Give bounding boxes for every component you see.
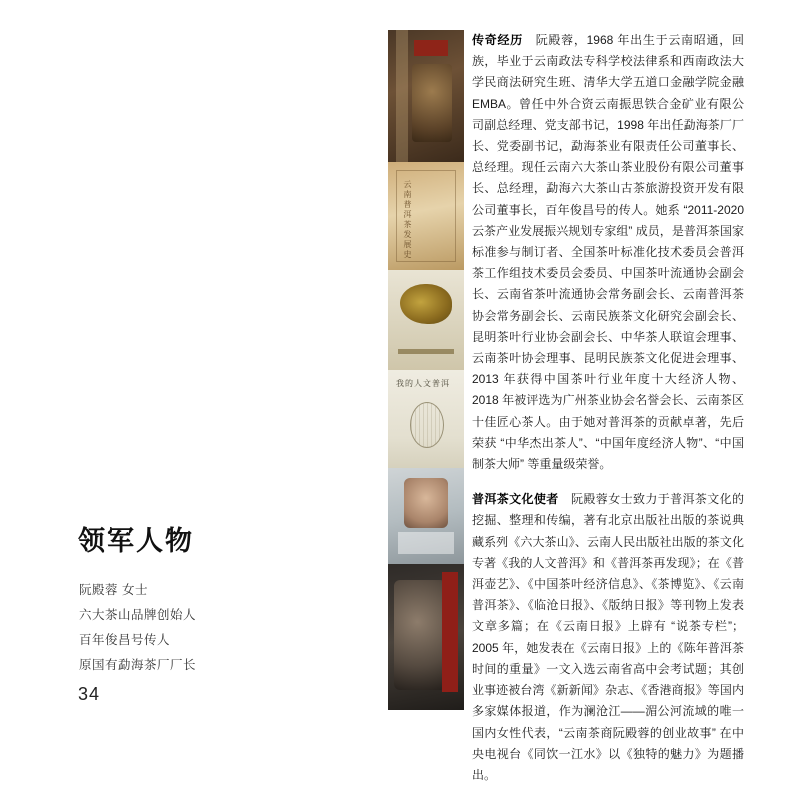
left-column [0,0,388,717]
book-cover-4 [388,370,464,468]
credential-line-3: 百年俊昌号传人 [79,633,171,647]
cover-decoration-face [394,580,446,690]
cover-decoration-portrait [404,478,448,528]
cover-decoration-bar [398,349,454,354]
cover-decoration-leaf [400,284,452,324]
book-cover-1 [388,30,464,162]
paragraph-2-text: 阮殿蓉女士致力于普洱茶文化的挖掘、整理和传编，著有北京出版社出版的茶说典藏系列《六大茶山》、云南人民出版社出版的茶文化专著《我的人文普洱》和《普洱茶再发现》；在《普洱壶艺》、《中国茶叶经济信息》、《茶博览》、《云南普洱茶》、《临沧日报》、《版纳日报》等刊物上发表文章多篇；在《云南日报》上辟有 “说茶专栏”；2005 年，她发表在《云南日报》上的《陈年普洱茶 时间的重量》一文入选云南省高中会考试题；其创业事迹被台湾《新新闻》杂志、《香港商报》等国内多家媒体报道，作为澜沧江——湄公河流域的唯一国内女性代表，“云南茶商阮殿蓉的创业故事” 在中央电视台《同饮一江水》以《独特的魅力》为题播出。 [472,492,757,782]
paragraph-2 [472,489,757,786]
paragraph-2-lead: 普洱茶文化使者 [472,492,559,507]
page-number: 34 [78,684,101,704]
cover-decoration-oval [410,402,444,448]
paragraph-1-text: 阮殿蓉，1968 年出生于云南昭通，回族，毕业于云南政法专科学校法律系和西南政法大学民商法研究生班、清华大学五道口金融学院金融 EMBA。曾任中外合资云南振思铁合金矿业有限公司副总经理、党支部书记，1998 年出任勐海茶厂厂长、党委副书记，勐海茶业有限责任公司董事长、总经理。现任云南六大茶山茶业股份有限公司董事长、总经理，勐海六大茶山古茶旅游投资开发有限公司董事长，百年俊昌号的传人。她系 “2011-2020 云茶产业发展振兴规划专家组” 成员，是普洱茶国家标准参与制订者、全国茶叶标准化技术委员会普洱茶工作组技术委员会委员、中国茶叶流通协会副会长、云南省茶叶流通协会常务副会长、云南普洱茶协会常务副会长、云南民族茶文化研究会副会长、昆明茶叶行业协会副会长、中华茶人联谊会理事、云南茶叶协会理事、昆明民族茶文化促进会理事、2013 年获得中国茶叶行业年度十大经济人物、2018 年被评选为广州茶业协会名誉会长、云南茶区十佳匠心茶人。由于她对普洱茶的贡献卓著，先后荣获 “中华杰出茶人”、“中国年度经济人物”、“中国制茶大师” 等重量级荣誉。 [472,33,744,472]
credential-line-4: 原国有勐海茶厂厂长 [79,658,197,672]
cover-decoration-label [414,40,448,56]
book-cover-6 [388,564,464,710]
cover-decoration-band [396,30,408,162]
credential-line-2: 六大茶山品牌创始人 [79,608,197,622]
cover-decoration-figure [412,64,452,142]
book-cover-2 [388,162,464,270]
profile-credentials [79,578,196,678]
cover-decoration-caption-box [398,532,454,554]
article-body [472,30,757,800]
book-cover-3 [388,270,464,370]
cover-decoration-text: 云南普洱茶发展史 [403,180,412,260]
paragraph-1 [472,30,744,475]
cover-decoration-red-strip [442,572,458,692]
paragraph-1-lead: 传奇经历 [472,33,523,47]
credential-line-1: 阮殿蓉 女士 [79,583,148,597]
cover-decoration-title: 我的人文普洱 [396,379,450,388]
page-title: 领军人物 [78,526,194,556]
book-cover-5 [388,468,464,564]
book-cover-strip [388,30,464,710]
